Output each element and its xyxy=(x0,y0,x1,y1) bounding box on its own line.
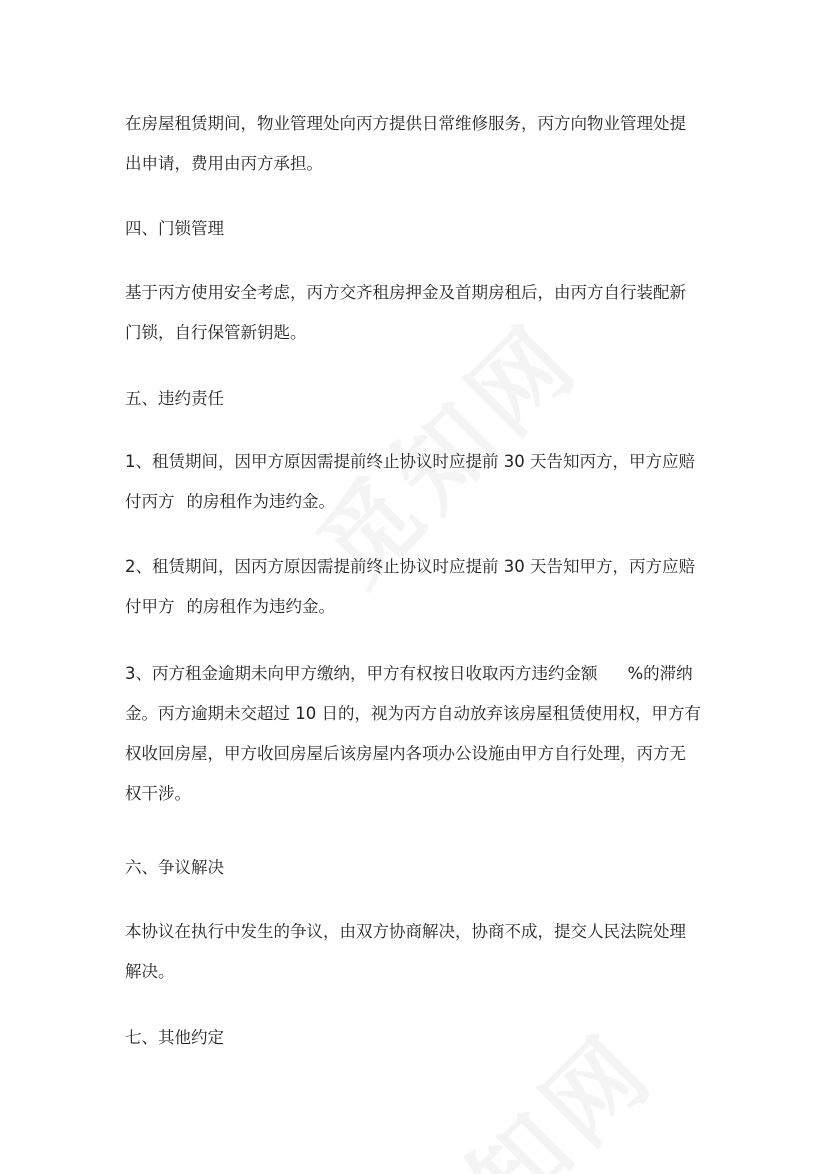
paragraph-breach-item-1 xyxy=(125,442,715,522)
text-line: 基于丙方使用安全考虑，丙方交齐租房押金及首期房租后，由丙方自行装配新 xyxy=(125,283,686,302)
text-line: 金。丙方逾期未交超过 10 日的，视为丙方自动放弃该房屋租赁使用权，甲方有 xyxy=(125,704,701,723)
text-line xyxy=(125,482,715,522)
section-heading: 五、违约责任 xyxy=(125,389,224,408)
paragraph-breach-item-3 xyxy=(125,654,715,814)
heading-section-7 xyxy=(125,1018,715,1058)
text-line xyxy=(125,654,715,694)
paragraph-breach-item-2 xyxy=(125,547,715,627)
text-line: 在房屋租赁期间，物业管理处向丙方提供日常维修服务，丙方向物业管理处提 xyxy=(125,114,686,133)
section-heading: 六、争议解决 xyxy=(125,858,224,877)
text-line: 权干涉。 xyxy=(125,784,191,803)
text-fragment: %的滞纳 xyxy=(627,664,693,683)
text-line: 1、租赁期间，因甲方原因需提前终止协议时应提前 30 天告知丙方，甲方应赔 xyxy=(125,452,695,471)
heading-section-6 xyxy=(125,848,715,888)
paragraph-dispute xyxy=(125,912,715,992)
heading-section-5 xyxy=(125,379,715,419)
text-fragment: 3、丙方租金逾期未向甲方缴纳，甲方有权按日收取丙方违约金额 xyxy=(125,664,598,683)
text-line: 门锁，自行保管新钥匙。 xyxy=(125,323,307,342)
section-heading: 四、门锁管理 xyxy=(125,219,224,238)
text-line: 权收回房屋，甲方收回房屋后该房屋内各项办公设施由甲方自行处理，丙方无 xyxy=(125,744,686,763)
heading-section-4 xyxy=(125,209,715,249)
text-fragment: 的房租作为违约金。 xyxy=(186,597,335,616)
text-fragment: 付甲方 xyxy=(125,597,175,616)
text-line: 解决。 xyxy=(125,962,175,981)
text-line xyxy=(125,587,715,627)
paragraph-door-lock xyxy=(125,273,715,353)
text-line: 出申请，费用由丙方承担。 xyxy=(125,154,323,173)
text-fragment: 付丙方 xyxy=(125,492,175,511)
text-fragment: 的房租作为违约金。 xyxy=(186,492,335,511)
text-line: 本协议在执行中发生的争议，由双方协商解决，协商不成，提交人民法院处理 xyxy=(125,922,686,941)
paragraph-repair xyxy=(125,104,715,184)
section-heading: 七、其他约定 xyxy=(125,1028,224,1047)
text-line: 2、租赁期间，因丙方原因需提前终止协议时应提前 30 天告知甲方，丙方应赔 xyxy=(125,557,695,576)
